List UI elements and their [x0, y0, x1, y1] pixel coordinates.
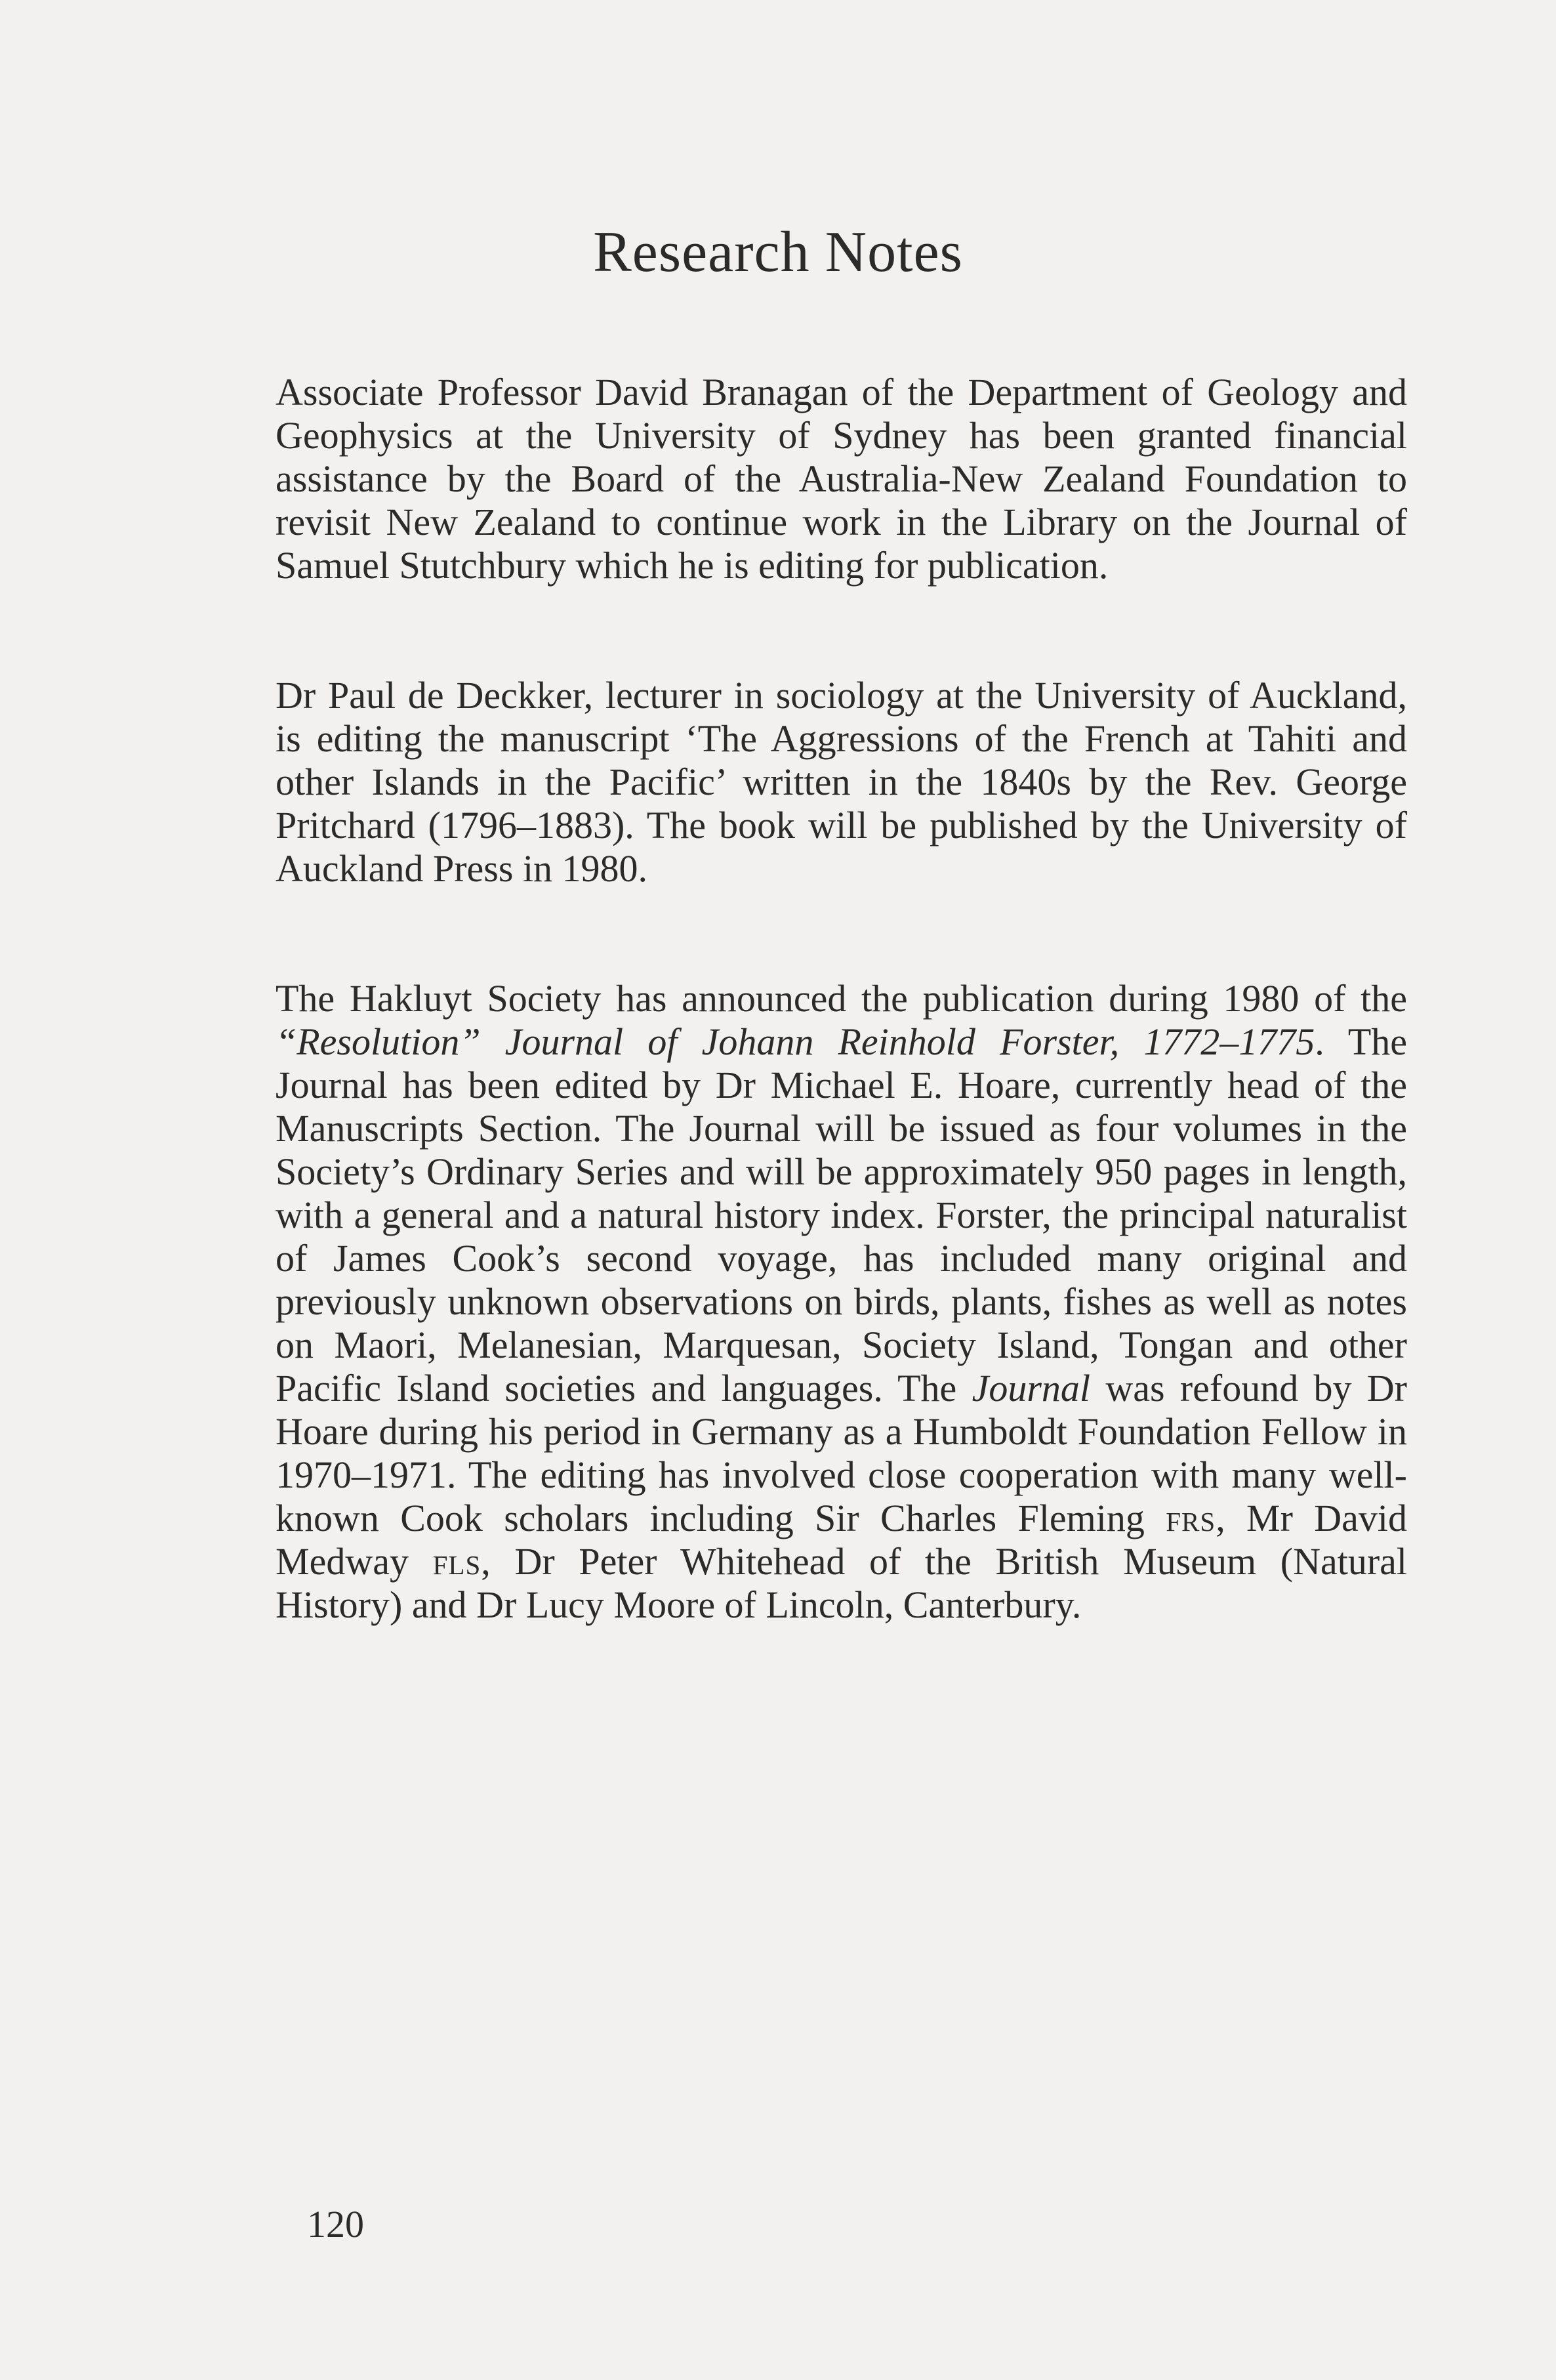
fls-abbreviation: fls — [432, 1540, 481, 1583]
frs-abbreviation: frs — [1166, 1497, 1216, 1539]
paragraph-text-segment: The Hakluyt Society has announced the publication during 1980 of the — [276, 977, 1407, 1020]
paragraph-text-segment: , Mr David Medway — [276, 1497, 1407, 1583]
paragraph-de-deckker: Dr Paul de Deckker, lecturer in sociology at the University of Auckland, is editing the manuscript ‘The Aggressions of the French at Tahiti and other Islands in the Pacific’ written in the 1840s by the Rev. George Pritchard (1796–1883). The book will be published by the University of Auckland Press in 1980. — [276, 674, 1407, 890]
page-title: Research Notes — [593, 220, 963, 284]
paragraph-hakluyt-society — [276, 977, 1407, 1627]
paragraph-text-segment: , Dr Peter Whitehead of the British Museum (Natural History) and Dr Lucy Moore of Lincoln, Canterbury. — [276, 1540, 1407, 1626]
paragraph-text-segment: was refound by Dr Hoare during his period in Germany as a Humboldt Foundation Fellow in 1970–1971. The editing has involved close cooperation with many well-known Cook scholars including Sir Charles Fleming — [276, 1367, 1407, 1539]
journal-italic: Journal — [972, 1367, 1091, 1409]
paragraph-branagan: Associate Professor David Branagan of the Department of Geology and Geophysics at the University of Sydney has been granted financial assistance by the Board of the Australia-New Zealand Foundation to revisit New Zealand to continue work in the Library on the Journal of Samuel Stutchbury which he is editing for publication. — [276, 371, 1407, 587]
paragraph-text-segment: . The Journal has been edited by Dr Michael E. Hoare, currently head of the Manuscripts Section. The Journal will be issued as four volumes in the Society’s Ordinary Series and will be approximately 950 pages in length, with a general and a natural history index. Forster, the principal naturalist of James Cook’s second voyage, has included many original and previously unknown observations on birds, plants, fishes as well as notes on Maori, Melanesian, Marquesan, Society Island, Tongan and other Pacific Island societies and languages. The — [276, 1020, 1408, 1409]
text-column — [276, 371, 1407, 1627]
page-number: 120 — [307, 2203, 364, 2245]
book-title-italic: “Resolution” Journal of Johann Reinhold Forster, 1772–1775 — [276, 1020, 1315, 1063]
